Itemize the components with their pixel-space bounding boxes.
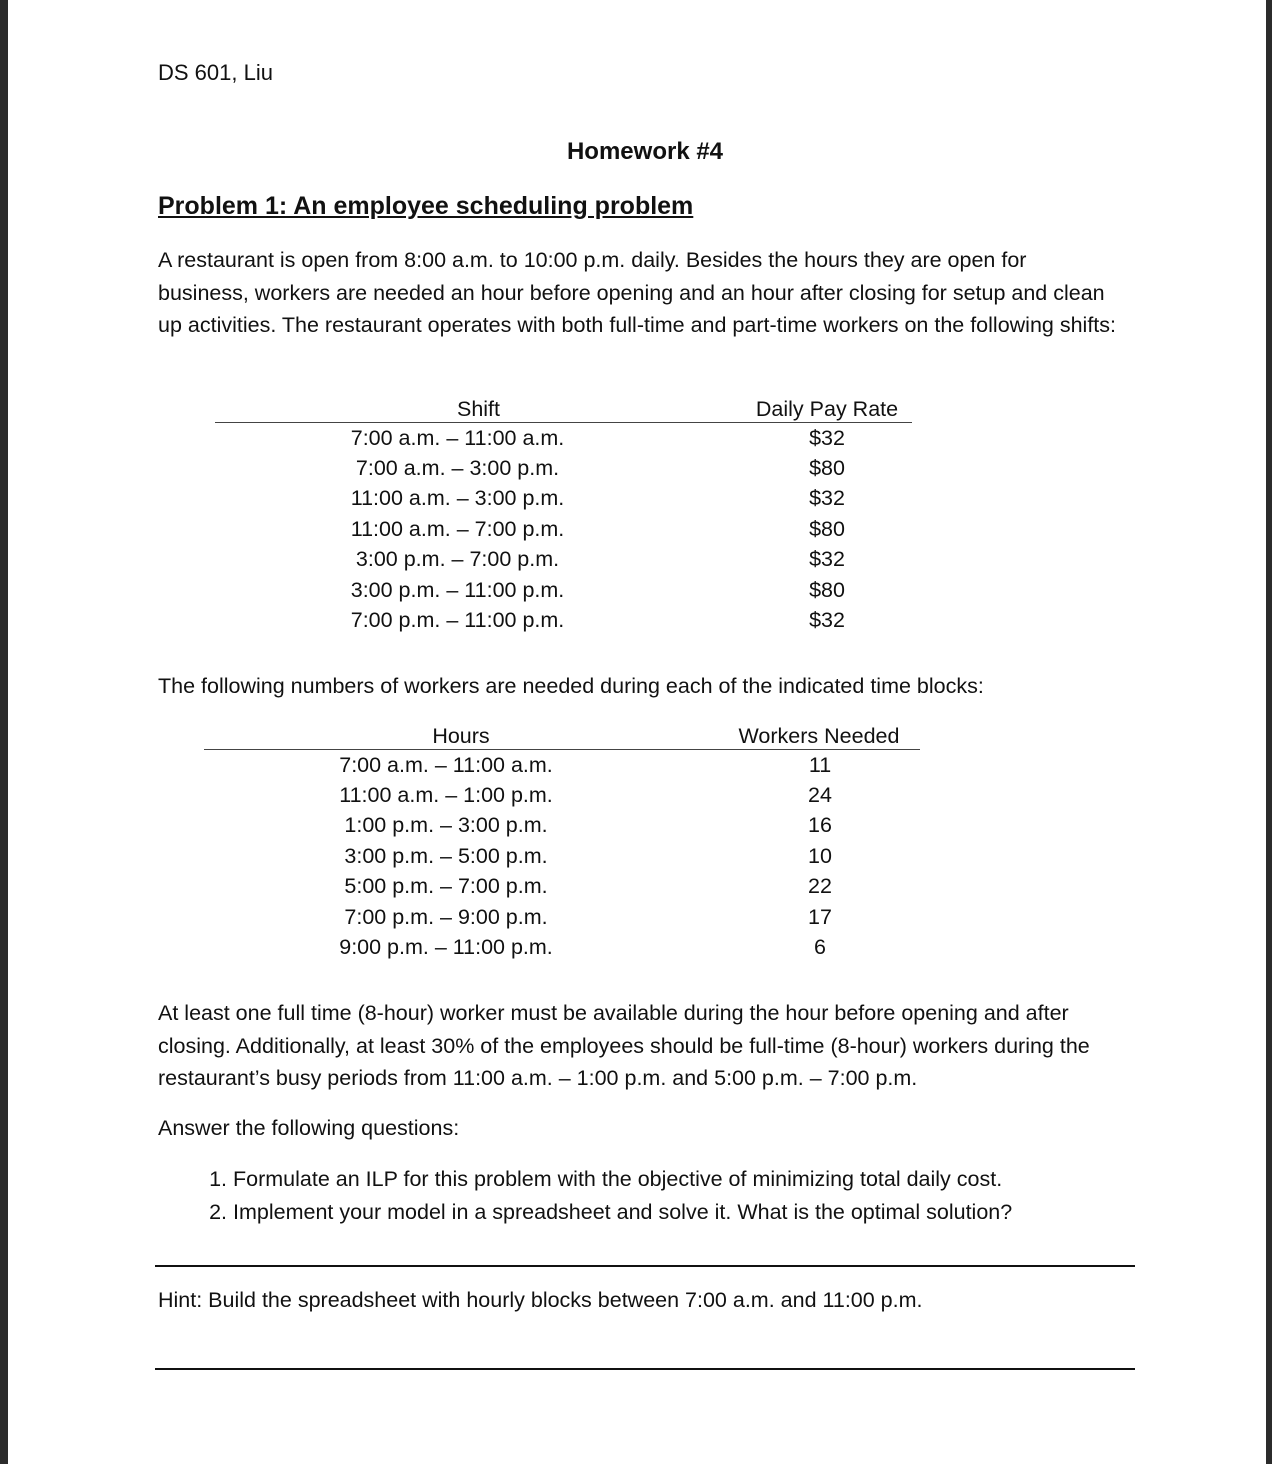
workers-needed-cell: 6 [814,935,826,960]
shifts-table [215,395,912,636]
table-row [204,811,920,841]
column-header-workers-needed: Workers Needed [718,722,920,750]
hours-cell: 5:00 p.m. – 7:00 p.m. [344,874,548,899]
table-row [204,932,920,962]
problem-heading: Problem 1: An employee scheduling problem [158,192,694,220]
hours-cell: 7:00 p.m. – 9:00 p.m. [344,904,548,929]
table-row [215,484,912,514]
table-header-row [204,722,920,750]
workers-needed-cell: 22 [808,874,832,899]
table-row [215,605,912,635]
pay-rate-cell: $32 [809,425,845,450]
table-row [215,423,912,454]
column-header-pay-rate: Daily Pay Rate [742,395,912,423]
hint-text: Hint: Build the spreadsheet with hourly blocks between 7:00 a.m. and 11:00 p.m. [158,1288,923,1312]
workers-needed-cell: 16 [808,813,832,838]
list-item: 2. Implement your model in a spreadsheet and solve it. What is the optimal solution? [233,1196,1183,1229]
table-row [204,841,920,871]
page-title: Homework #4 [566,138,724,165]
workers-intro-paragraph: The following numbers of workers are needed during each of the indicated time blocks: [158,674,984,698]
table-row [204,902,920,932]
hours-cell: 3:00 p.m. – 5:00 p.m. [344,843,548,868]
list-item: 1. Formulate an ILP for this problem with the objective of minimizing total daily cost. [233,1163,1183,1196]
shift-cell: 3:00 p.m. – 7:00 p.m. [355,547,560,572]
divider-bottom [155,1368,1135,1370]
hours-cell: 1:00 p.m. – 3:00 p.m. [344,813,548,838]
questions-list [195,1163,1183,1228]
table-row [215,453,912,483]
workers-needed-cell: 11 [808,752,832,777]
hours-cell: 11:00 a.m. – 1:00 p.m. [339,783,553,808]
constraints-paragraph: At least one full time (8-hour) worker must be available during the hour before opening and after closing. Additionally, at least 30% of the employees should be full-time (8-hour) workers during the restaurant’s busy periods from 11:00 a.m. – 1:00 p.m. and 5:00 p.m. – 7:00 p.m. [158,1001,1090,1090]
shift-cell: 3:00 p.m. – 11:00 p.m. [350,577,565,602]
questions-intro: Answer the following questions: [158,1116,460,1140]
table-row [204,872,920,902]
pay-rate-cell: $32 [809,547,845,572]
column-header-hours: Hours [204,722,718,750]
shift-cell: 7:00 a.m. – 11:00 a.m. [350,425,565,450]
table-row [204,780,920,810]
shift-cell: 11:00 a.m. – 3:00 p.m. [350,486,565,511]
pay-rate-cell: $80 [809,516,845,541]
shift-cell: 11:00 a.m. – 7:00 p.m. [350,516,565,541]
intro-paragraph: A restaurant is open from 8:00 a.m. to 10:00 p.m. daily. Besides the hours they are open for business, workers are needed an hour before opening and an hour after closing for setup and clean up activities. The restaurant operates with both full-time and part-time workers on the following shifts: [158,248,1116,337]
workers-needed-cell: 17 [808,904,832,929]
pay-rate-cell: $80 [809,456,845,481]
table-header-row [215,395,912,423]
table-row [215,545,912,575]
hours-cell: 7:00 a.m. – 11:00 a.m. [339,752,553,777]
pay-rate-cell: $32 [809,608,845,633]
pay-rate-cell: $32 [809,486,845,511]
table-row [215,514,912,544]
pay-rate-cell: $80 [809,577,845,602]
divider-top [155,1265,1135,1267]
workers-needed-cell: 24 [808,783,832,808]
shift-cell: 7:00 p.m. – 11:00 p.m. [350,608,565,633]
workers-table [204,722,920,963]
course-header: DS 601, Liu [158,60,273,85]
column-header-shift: Shift [215,395,742,423]
shift-cell: 7:00 a.m. – 3:00 p.m. [355,456,560,481]
workers-needed-cell: 10 [808,843,832,868]
table-row [215,575,912,605]
hours-cell: 9:00 p.m. – 11:00 p.m. [339,935,553,960]
table-row [204,750,920,781]
